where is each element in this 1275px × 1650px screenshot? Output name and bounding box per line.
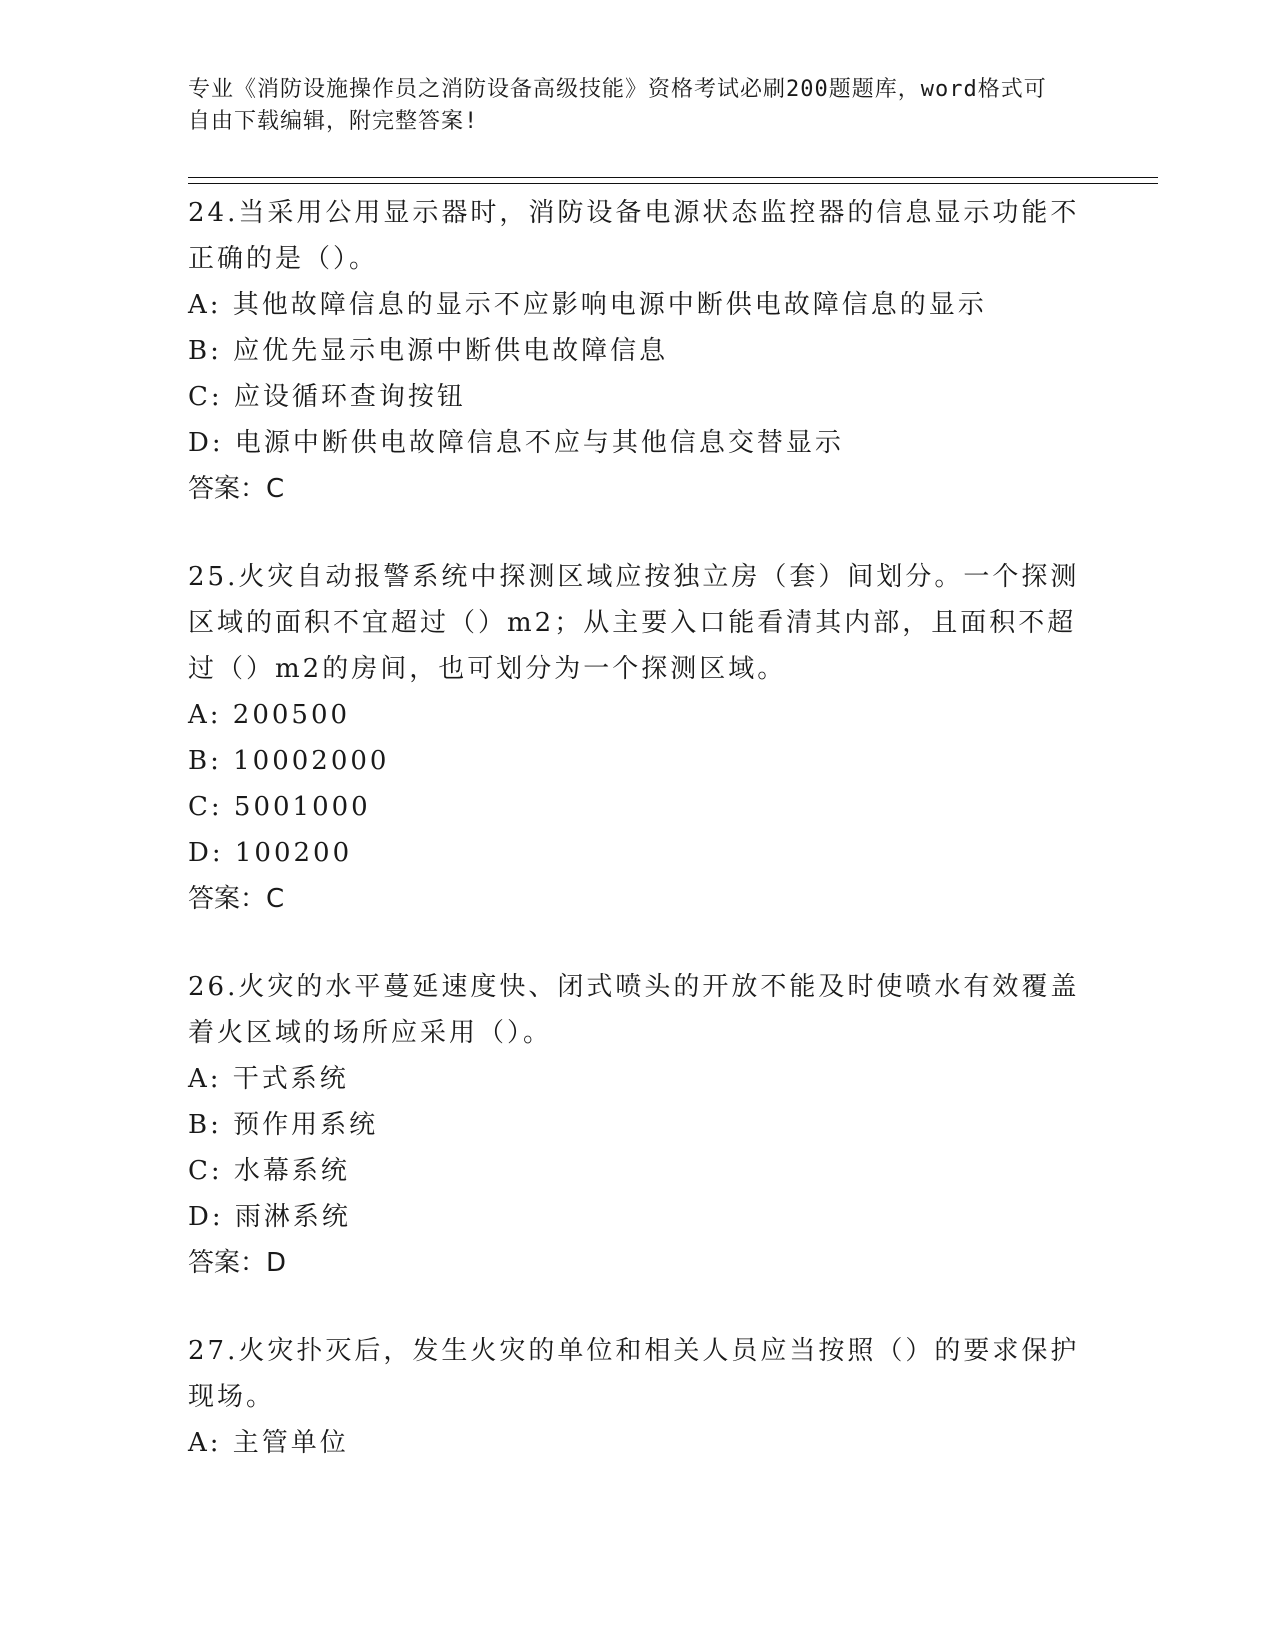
question-stem: 24.当采用公用显示器时，消防设备电源状态监控器的信息显示功能不正确的是（）。 xyxy=(188,198,1080,274)
question-list xyxy=(188,190,1088,1508)
answer: 答案：C xyxy=(188,474,285,504)
question-24 xyxy=(188,190,1088,512)
option-a: A: 其他故障信息的显示不应影响电源中断供电故障信息的显示 xyxy=(188,290,987,320)
document-intro: 专业《消防设施操作员之消防设备高级技能》资格考试必刷200题题库，word格式可自由下载编辑，附完整答案! xyxy=(188,77,1047,134)
option-b: B: 预作用系统 xyxy=(188,1110,379,1140)
question-25 xyxy=(188,554,1088,922)
option-c: C: 5001000 xyxy=(188,792,371,822)
option-b: B: 应优先显示电源中断供电故障信息 xyxy=(188,336,669,366)
option-d: D: 电源中断供电故障信息不应与其他信息交替显示 xyxy=(188,428,844,458)
question-stem: 25.火灾自动报警系统中探测区域应按独立房（套）间划分。一个探测区域的面积不宜超过（）m2；从主要入口能看清其内部，且面积不超过（）m2的房间，也可划分为一个探测区域。 xyxy=(188,562,1080,684)
option-d: D: 雨淋系统 xyxy=(188,1202,351,1232)
question-stem: 27.火灾扑灭后，发生火灾的单位和相关人员应当按照（）的要求保护现场。 xyxy=(188,1336,1080,1412)
question-stem: 26.火灾的水平蔓延速度快、闭式喷头的开放不能及时使喷水有效覆盖着火区域的场所应采用（）。 xyxy=(188,972,1080,1048)
question-27 xyxy=(188,1328,1088,1466)
option-a: A: 干式系统 xyxy=(188,1064,349,1094)
answer: 答案：D xyxy=(188,1248,287,1278)
option-b: B: 10002000 xyxy=(188,746,390,776)
answer: 答案：C xyxy=(188,884,285,914)
option-a: A: 主管单位 xyxy=(188,1428,349,1458)
option-c: C: 水幕系统 xyxy=(188,1156,350,1186)
option-d: D: 100200 xyxy=(188,838,353,868)
header-divider-bottom xyxy=(188,183,1158,184)
header-divider-top xyxy=(188,177,1158,178)
option-a: A: 200500 xyxy=(188,700,351,730)
option-c: C: 应设循环查询按钮 xyxy=(188,382,466,412)
question-26 xyxy=(188,964,1088,1286)
